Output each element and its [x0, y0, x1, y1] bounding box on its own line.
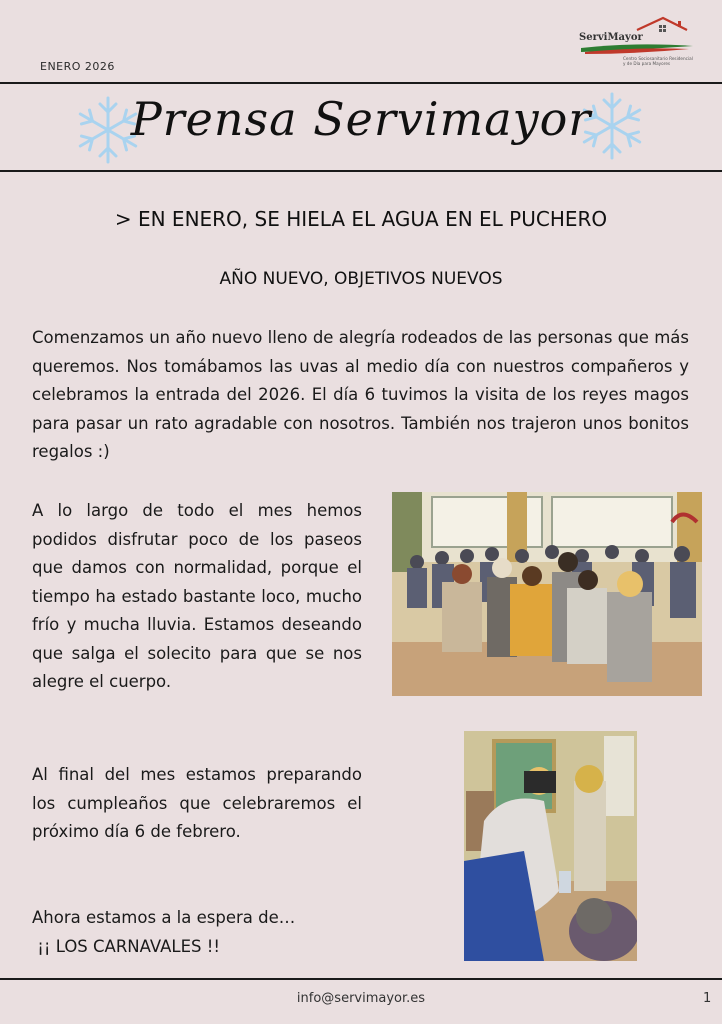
photo-reyes-magos-group — [392, 492, 702, 696]
issue-date: ENERO 2026 — [40, 60, 115, 73]
footer-rule — [0, 978, 722, 980]
paragraph-birthdays: Al final del mes estamos preparando los cumpleaños que celebraremos el próximo día 6 de febrero. — [32, 765, 362, 841]
closing-line-1: Ahora estamos a la espera de… — [32, 908, 296, 927]
header-bottom-rule — [0, 170, 722, 172]
logo-tagline-1: Centro Sociosanitario Residencial — [623, 56, 693, 61]
newsletter-title: Prensa Servimayor — [130, 92, 592, 146]
paragraph-weather: A lo largo de todo el mes hemos podidos disfrutar poco de los paseos que damos con normalidad, porque el tiempo ha estado bastante loco, mucho frío y mucha lluvia. Estamos deseando que salga el solecito para que se nos alegre el cuerpo. — [32, 501, 362, 691]
article-subheading: AÑO NUEVO, OBJETIVOS NUEVOS — [219, 269, 503, 289]
servimayor-logo — [575, 16, 700, 66]
logo-tagline-2: y de Día para Mayores — [623, 61, 671, 66]
footer-email-link[interactable]: info@servimayor.es — [296, 991, 426, 1006]
article-heading: > EN ENERO, SE HIELA EL AGUA EN EL PUCHERO — [114, 207, 608, 231]
paragraph-intro: Comenzamos un año nuevo lleno de alegría rodeados de las personas que más queremos. Nos tomábamos las uvas al medio día con nuestros compañeros y celebramos la entrada del 2026. El día 6 tuvimos la visita de los reyes magos para pasar un rato agradable con nosotros. También nos trajeron unos bonitos regalos :) — [32, 328, 689, 461]
logo-brand-text: ServiMayor — [579, 32, 643, 43]
page-number: 1 — [703, 991, 712, 1006]
closing-line-2: ¡¡ LOS CARNAVALES !! — [32, 936, 220, 956]
header-top-rule — [0, 82, 722, 84]
photo-rey-mago-regalo — [464, 731, 637, 961]
paragraph-closing — [32, 904, 362, 961]
